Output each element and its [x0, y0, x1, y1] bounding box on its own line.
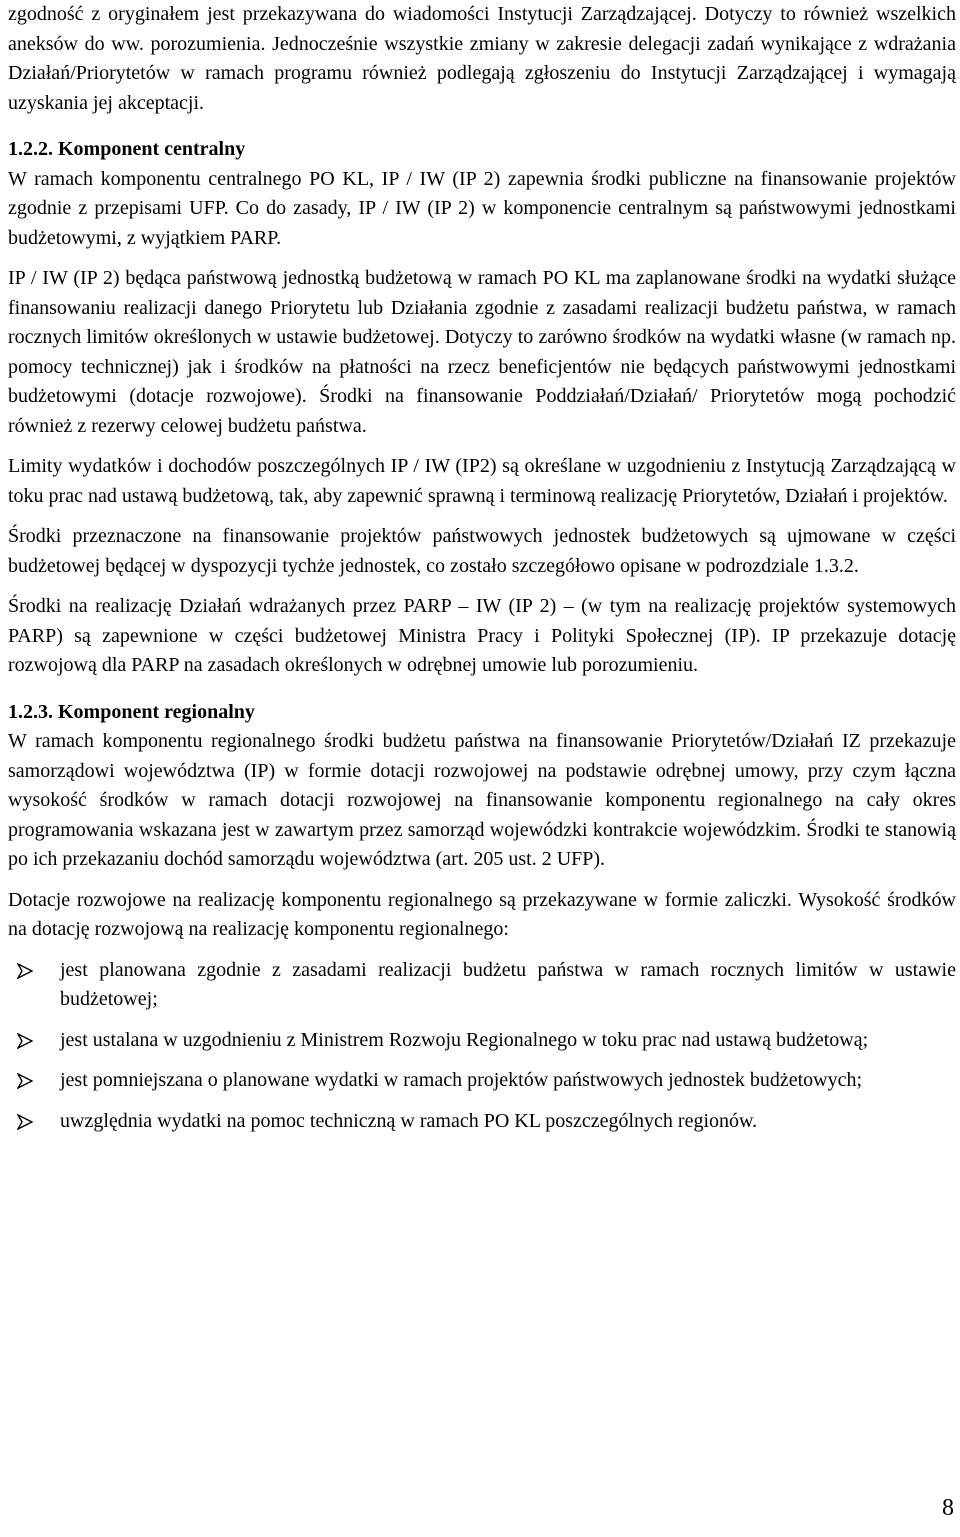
- page-number: 8: [942, 1495, 954, 1521]
- paragraph-central-3: Limity wydatków i dochodów poszczególnych IP / IW (IP2) są określane w uzgodnieniu z Instytucją Zarządzającą w toku prac nad ustawą budżetową, tak, aby zapewnić sprawną i terminową realizację Priorytetów, Działań i projektów.: [8, 455, 956, 507]
- arrowhead-bullet-icon: [17, 1073, 33, 1089]
- paragraph-central-5: Środki na realizację Działań wdrażanych przez PARP – IW (IP 2) – (w tym na realizację projektów systemowych PARP) są zapewnione w części budżetowej Ministra Pracy i Polityki Społecznej (IP). IP przekazuje dotację rozwojową dla PARP na zasadach określonych w odrębnej umowie lub porozumieniu.: [8, 595, 956, 676]
- section-title: Komponent regionalny: [58, 700, 255, 723]
- section-number: 1.2.3.: [8, 700, 53, 723]
- paragraph-central-2: IP / IW (IP 2) będąca państwową jednostką budżetową w ramach PO KL ma zaplanowane środki na wydatki służące finansowaniu realizacji danego Priorytetu lub Działania zgodnie z zasadami realizacji budżetu państwa, w ramach rocznych limitów określonych w ustawie budżetowej. Dotyczy to zarówno środków na wydatki własne (w ramach np. pomocy technicznej) jak i środków na płatności na rzecz beneficjentów nie będących państwowymi jednostkami budżetowymi (dotacje rozwojowe). Środki na finansowanie Poddziałań/Działań/ Priorytetów mogą pochodzić również z rezerwy celowej budżetu państwa.: [8, 267, 956, 437]
- list-item-text: jest planowana zgodnie z zasadami realizacji budżetu państwa w ramach rocznych limitów w ustawie budżetowej;: [60, 958, 956, 1010]
- paragraph-regional-1: W ramach komponentu regionalnego środki budżetu państwa na finansowanie Priorytetów/Działań IZ przekazuje samorządowi województwa (IP) w formie dotacji rozwojowej na podstawie odrębnej umowy, przy czym łączna wysokość środków w ramach dotacji rozwojowej na finansowanie komponentu regionalnego na cały okres programowania wskazana jest w zawartym przez samorząd wojewódzki kontrakcie wojewódzkim. Środki te stanowią po ich przekazaniu dochód samorządu województwa (art. 205 ust. 2 UFP).: [8, 730, 956, 870]
- list-item: [8, 1107, 956, 1137]
- paragraph-intro: zgodność z oryginałem jest przekazywana do wiadomości Instytucji Zarządzającej. Dotyczy to również wszelkich aneksów do ww. porozumienia. Jednocześnie wszystkie zmiany w zakresie delegacji zadań wynikające z wdrażania Działań/Priorytetów w ramach programu również podlegają zgłoszeniu do Instytucji Zarządzającej i wymagają uzyskania jej akceptacji.: [8, 3, 956, 114]
- paragraph-central-1: W ramach komponentu centralnego PO KL, IP / IW (IP 2) zapewnia środki publiczne na finansowanie projektów zgodnie z przepisami UFP. Co do zasady, IP / IW (IP 2) w komponencie centralnym są państwowymi jednostkami budżetowymi, z wyjątkiem PARP.: [8, 167, 956, 249]
- list-item-text: uwzględnia wydatki na pomoc techniczną w ramach PO KL poszczególnych regionów.: [60, 1109, 758, 1132]
- bullet-list: [8, 956, 956, 1137]
- list-item: [8, 956, 956, 1015]
- document-page: [8, 0, 956, 1136]
- arrowhead-bullet-icon: [17, 1033, 33, 1049]
- arrowhead-bullet-icon: [17, 1114, 33, 1130]
- section-title: Komponent centralny: [58, 138, 246, 160]
- list-item-text: jest ustalana w uzgodnieniu z Ministrem Rozwoju Regionalnego w toku prac nad ustawą budżetową;: [60, 1028, 869, 1051]
- section-heading-regional: [8, 698, 956, 728]
- section-number: 1.2.2.: [8, 138, 53, 160]
- list-item-text: jest pomniejszana o planowane wydatki w ramach projektów państwowych jednostek budżetowych;: [60, 1069, 863, 1091]
- arrowhead-bullet-icon: [17, 963, 33, 979]
- list-item: [8, 1026, 956, 1056]
- list-item: [8, 1066, 956, 1096]
- section-heading-central: [8, 135, 956, 165]
- paragraph-central-4: Środki przeznaczone na finansowanie projektów państwowych jednostek budżetowych są ujmowane w części budżetowej będącej w dyspozycji tychże jednostek, co zostało szczegółowo opisane w podrozdziale 1.3.2.: [8, 525, 956, 577]
- paragraph-regional-2: Dotacje rozwojowe na realizację komponentu regionalnego są przekazywane w formie zaliczki. Wysokość środków na dotację rozwojową na realizację komponentu regionalnego:: [8, 888, 956, 940]
